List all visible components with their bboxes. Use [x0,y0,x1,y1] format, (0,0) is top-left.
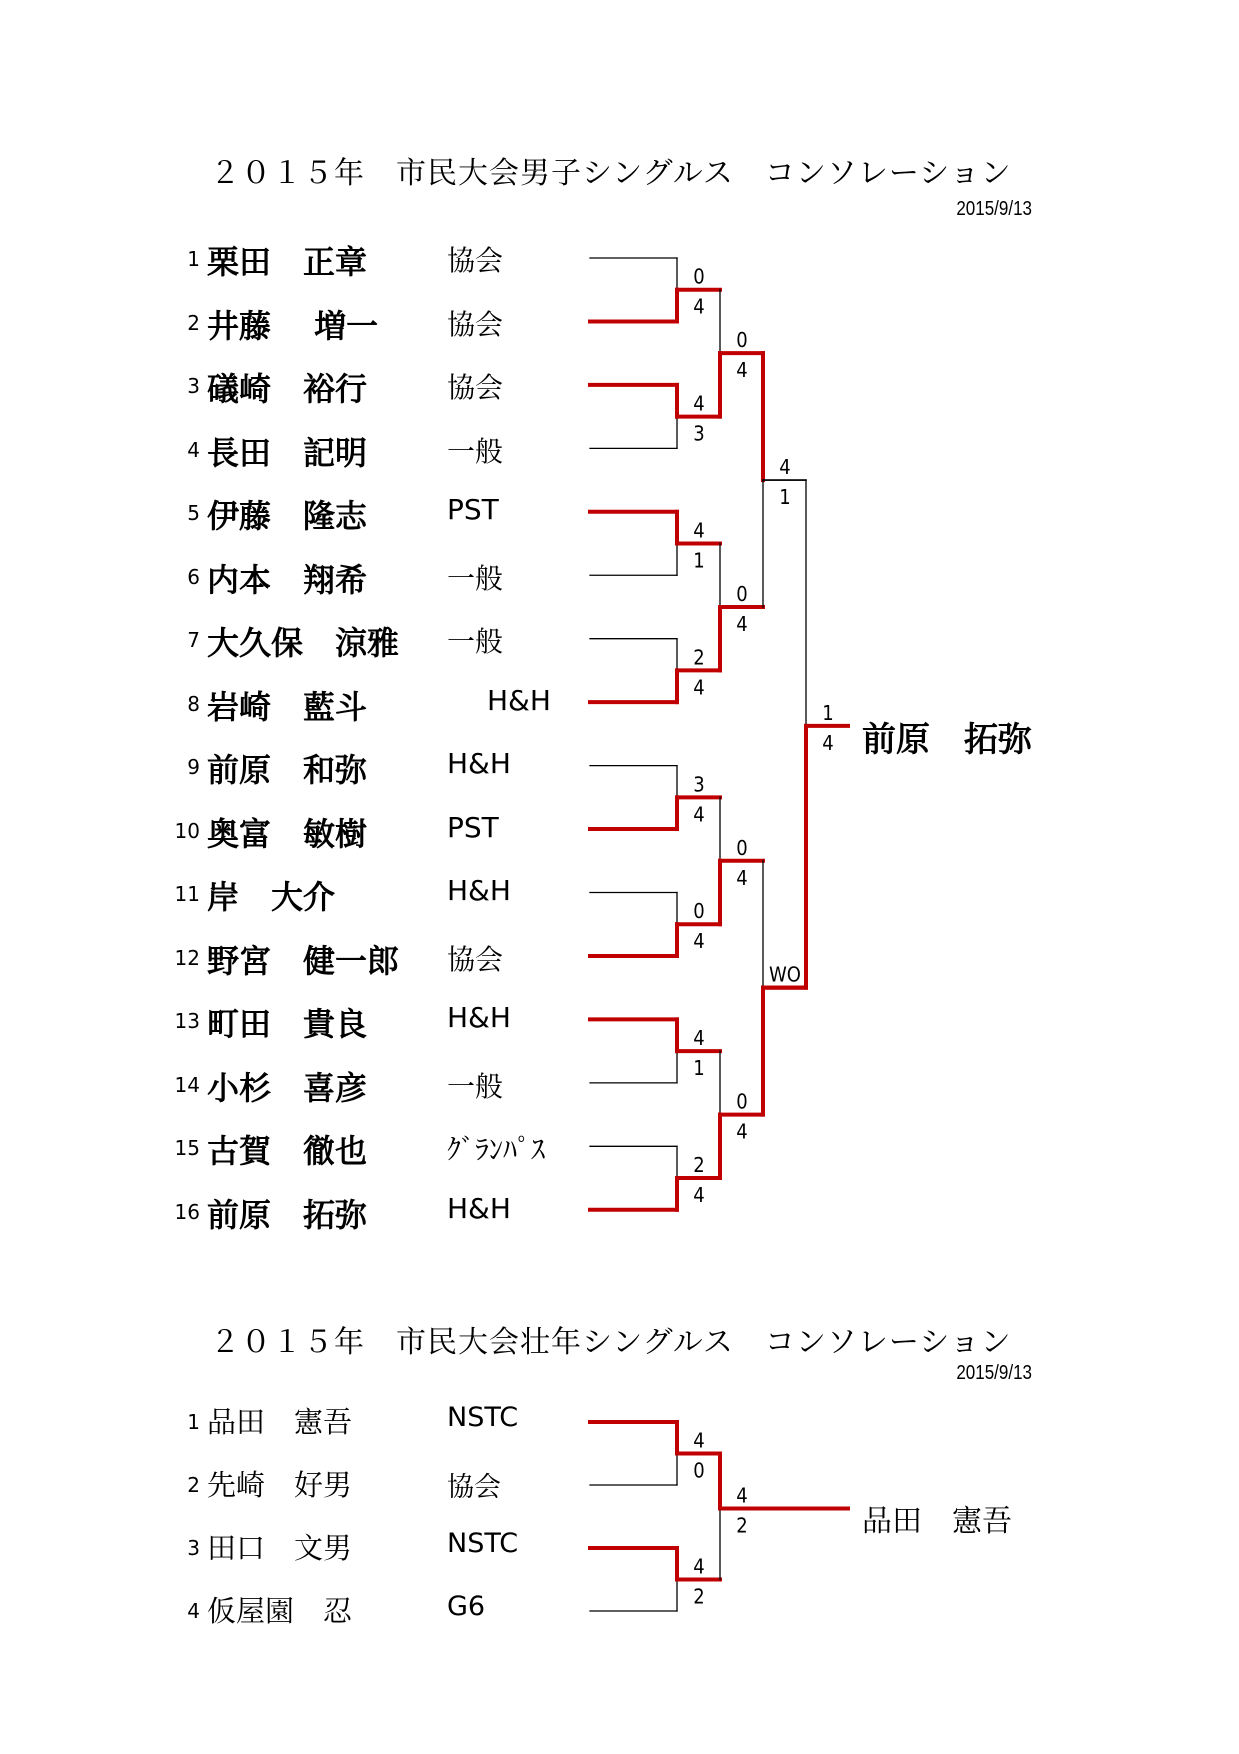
player-name: 仮屋園 忍 [207,1594,353,1628]
player-seed-number: 11 [174,882,200,906]
player-club: 一般 [447,625,504,658]
match-score: 4 [736,611,748,636]
player-seed-number: 13 [174,1009,200,1033]
player-seed-number: 6 [187,564,200,589]
player-name: 田口 文男 [207,1531,353,1565]
player-club: G6 [447,1591,486,1622]
match-score: 0 [693,264,705,289]
match-score: 4 [822,730,834,755]
bracket-date-mens: 2015/9/13 [956,198,1032,220]
match-score: 0 [736,835,748,860]
match-score: 4 [693,391,705,416]
player-club: NSTC [447,1528,519,1559]
player-seed-number: 9 [187,755,200,779]
match-score: 4 [779,455,791,480]
match-score: 3 [693,772,705,797]
player-name: 先崎 好男 [207,1468,353,1502]
match-score: 3 [693,421,705,446]
player-club: H&H [447,1001,511,1034]
player-seed-number: 4 [187,437,200,462]
match-score: 4 [736,1119,748,1144]
match-score: 4 [693,1428,705,1453]
match-score: 4 [693,1183,705,1208]
match-score: 4 [736,865,748,890]
match-score: 4 [736,1483,748,1508]
player-seed-number: 1 [187,1410,200,1434]
champion-name-seniors: 品田 憲吾 [862,1504,1012,1539]
player-seed-number: 2 [187,1473,200,1497]
player-club: 協会 [447,371,504,404]
player-seed-number: 15 [174,1136,200,1160]
player-club: 一般 [447,561,504,595]
player-name: 小杉 喜彦 [207,1068,368,1107]
player-club: PST [447,493,499,526]
player-name: 栗田 正章 [207,243,368,281]
player-seed-number: 3 [187,374,200,398]
match-score: 4 [693,518,705,543]
match-score: 0 [693,1458,705,1483]
player-club: 一般 [447,434,504,468]
player-name: 岸 大介 [207,878,336,916]
bracket-title-mens: ２０１５年 市民大会男子シングルス コンソレーション [210,156,1012,191]
player-seed-number: 16 [174,1199,200,1224]
player-club: 一般 [447,1069,504,1103]
player-name: 町田 貴良 [207,1005,368,1043]
player-club: H&H [447,747,511,780]
match-score: 0 [736,581,748,606]
match-score: 0 [693,899,705,924]
player-name: 内本 翔希 [207,560,368,599]
match-score: WO [769,962,801,987]
player-club: ｸﾞﾗﾝﾊﾟｽ [447,1133,546,1166]
match-score: 4 [693,802,705,827]
player-name: 長田 記明 [207,433,368,472]
match-score: 2 [693,1584,705,1609]
player-name: 伊藤 隆志 [207,497,368,535]
player-club: 協会 [447,1472,501,1503]
player-seed-number: 3 [187,1536,200,1560]
match-score: 4 [736,358,748,383]
player-club: H&H [447,874,511,907]
match-score: 1 [779,485,791,510]
player-club: NSTC [447,1402,519,1433]
player-seed-number: 5 [187,501,200,525]
match-score: 2 [693,1153,705,1178]
player-name: 井藤 増一 [207,306,379,345]
match-score: 4 [693,1554,705,1579]
match-score: 4 [693,675,705,700]
player-name: 岩崎 藍斗 [207,687,368,726]
player-seed-number: 10 [174,818,200,843]
player-name: 礒崎 裕行 [207,370,368,408]
match-score: 1 [693,1056,705,1081]
player-name: 前原 拓弥 [207,1195,368,1234]
player-seed-number: 4 [187,1599,200,1623]
match-score: 4 [693,929,705,954]
match-score: 1 [693,548,705,573]
match-score: 4 [693,294,705,319]
match-score: 2 [693,645,705,670]
player-seed-number: 14 [174,1072,200,1097]
player-seed-number: 7 [187,628,200,652]
bracket-date-seniors: 2015/9/13 [956,1362,1032,1384]
player-name: 大久保 涼雅 [207,624,400,662]
player-club: 協会 [447,942,504,976]
player-club: H&H [487,683,551,717]
player-club: 協会 [447,307,504,341]
player-name: 奥富 敏樹 [207,814,368,853]
player-seed-number: 8 [187,691,200,716]
player-club: H&H [447,1191,511,1225]
match-score: 2 [736,1513,748,1538]
player-seed-number: 1 [187,247,200,271]
match-score: 0 [736,328,748,353]
player-name: 野宮 健一郎 [207,941,400,980]
player-seed-number: 2 [187,310,200,335]
match-score: 1 [822,700,834,725]
player-name: 古賀 徹也 [207,1132,368,1170]
bracket-title-seniors: ２０１５年 市民大会壮年シングルス コンソレーション [210,1325,1012,1360]
player-club: PST [447,810,499,844]
match-score: 4 [693,1026,705,1051]
player-seed-number: 12 [174,945,200,970]
player-name: 前原 和弥 [207,751,368,789]
champion-name-mens: 前原 拓弥 [862,720,1032,760]
player-name: 品田 憲吾 [207,1405,353,1439]
match-score: 0 [736,1089,748,1114]
player-club: 協会 [447,244,504,277]
